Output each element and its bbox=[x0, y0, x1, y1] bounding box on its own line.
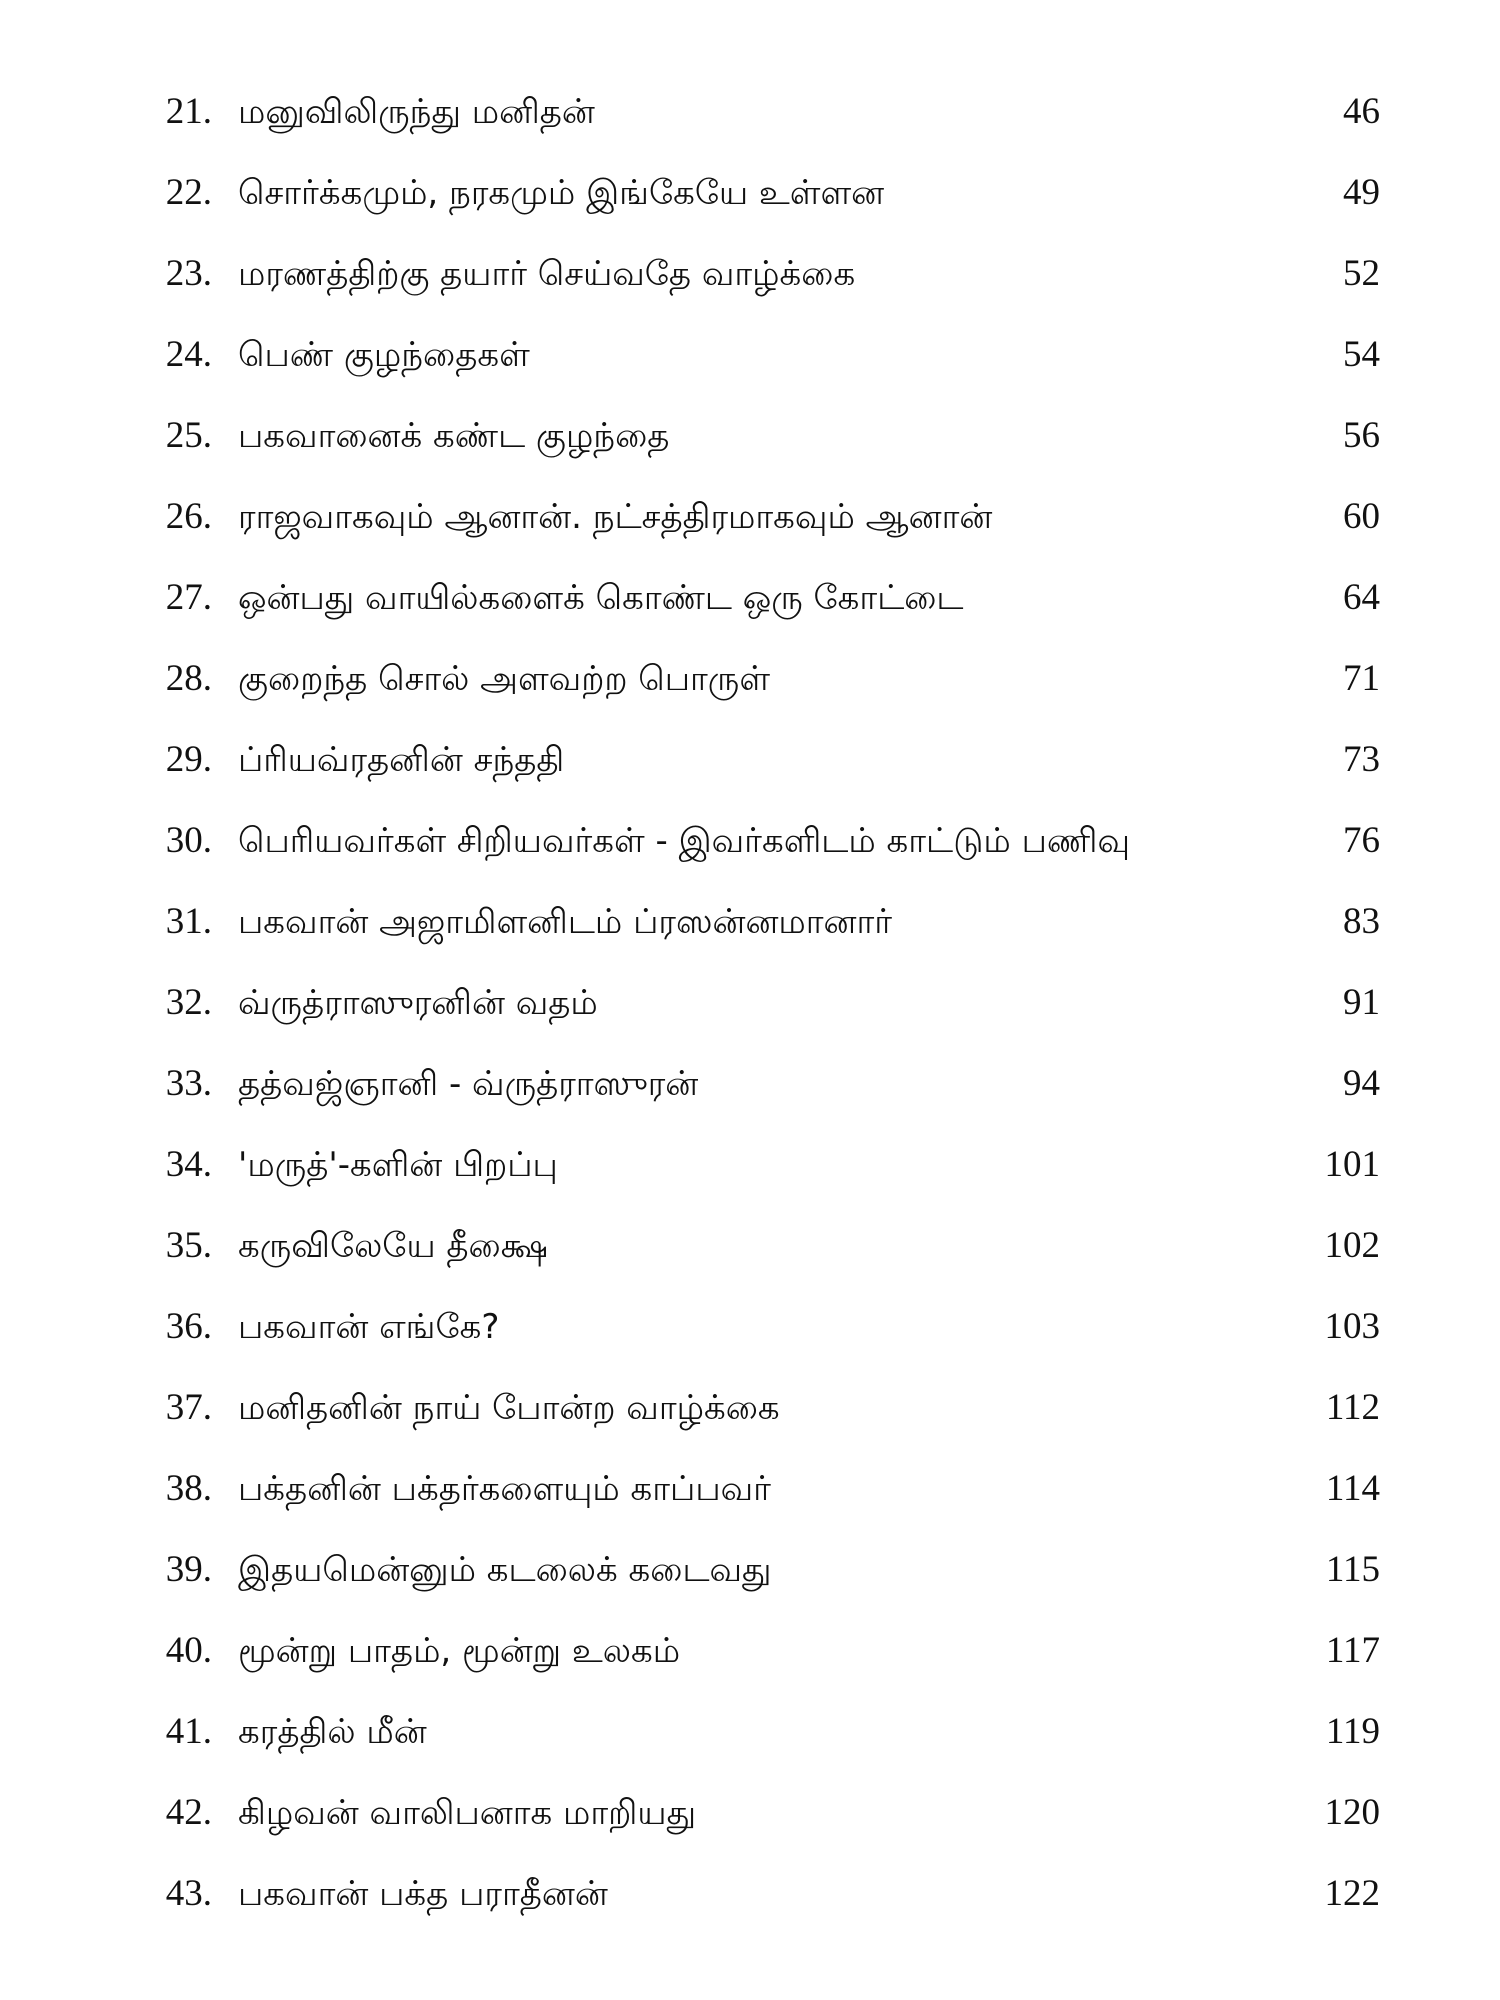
toc-entry bbox=[0, 979, 1500, 1060]
entry-page-number: 94 bbox=[1343, 1063, 1380, 1104]
toc-entry bbox=[0, 1708, 1500, 1789]
toc-entry bbox=[0, 898, 1500, 979]
toc-entry bbox=[0, 1060, 1500, 1141]
toc-entry bbox=[0, 1627, 1500, 1708]
entry-title: மனிதனின் நாய் போன்ற வாழ்க்கை bbox=[238, 1388, 780, 1428]
entry-title: பகவானைக் கண்ட குழந்தை bbox=[238, 416, 670, 456]
toc-entry bbox=[0, 250, 1500, 331]
entry-page-number: 52 bbox=[1343, 253, 1380, 294]
entry-title: ப்ரியவ்ரதனின் சந்ததி bbox=[238, 740, 565, 780]
toc-entry bbox=[0, 817, 1500, 898]
entry-number: 25. bbox=[165, 415, 212, 456]
entry-page-number: 114 bbox=[1325, 1468, 1380, 1509]
entry-title: ராஜவாகவும் ஆனான். நட்சத்திரமாகவும் ஆனான் bbox=[238, 497, 993, 537]
entry-title: வ்ருத்ராஸுரனின் வதம் bbox=[238, 983, 598, 1023]
entry-number: 29. bbox=[165, 739, 212, 780]
toc-entry bbox=[0, 736, 1500, 817]
entry-title: 'மருத்'-களின் பிறப்பு bbox=[238, 1145, 558, 1185]
entry-page-number: 49 bbox=[1343, 172, 1380, 213]
entry-page-number: 73 bbox=[1343, 739, 1380, 780]
entry-page-number: 91 bbox=[1343, 982, 1380, 1023]
entry-title: கருவிலேயே தீக்ஷை bbox=[238, 1226, 548, 1266]
entry-title: இதயமென்னும் கடலைக் கடைவது bbox=[238, 1550, 772, 1590]
entry-title: மூன்று பாதம், மூன்று உலகம் bbox=[238, 1631, 681, 1671]
entry-page-number: 56 bbox=[1343, 415, 1380, 456]
entry-number: 33. bbox=[165, 1063, 212, 1104]
entry-title: சொர்க்கமும், நரகமும் இங்கேயே உள்ளன bbox=[238, 173, 885, 213]
toc-entry bbox=[0, 655, 1500, 736]
toc-entry bbox=[0, 412, 1500, 493]
entry-number: 30. bbox=[165, 820, 212, 861]
entry-number: 24. bbox=[165, 334, 212, 375]
entry-number: 28. bbox=[165, 658, 212, 699]
toc-entry bbox=[0, 169, 1500, 250]
entry-number: 42. bbox=[165, 1792, 212, 1833]
entry-page-number: 46 bbox=[1343, 91, 1380, 132]
toc-entry bbox=[0, 1303, 1500, 1384]
entry-title: பெரியவர்கள் சிறியவர்கள் - இவர்களிடம் காட்டும் பணிவு bbox=[238, 821, 1131, 861]
entry-title: கரத்தில் மீன் bbox=[238, 1712, 427, 1752]
entry-number: 43. bbox=[165, 1873, 212, 1914]
entry-page-number: 119 bbox=[1325, 1711, 1380, 1752]
entry-title: மரணத்திற்கு தயார் செய்வதே வாழ்க்கை bbox=[238, 254, 856, 294]
entry-number: 39. bbox=[165, 1549, 212, 1590]
entry-page-number: 60 bbox=[1343, 496, 1380, 537]
entry-number: 23. bbox=[165, 253, 212, 294]
toc-entry bbox=[0, 493, 1500, 574]
entry-number: 26. bbox=[165, 496, 212, 537]
entry-number: 32. bbox=[165, 982, 212, 1023]
entry-number: 35. bbox=[165, 1225, 212, 1266]
entry-page-number: 115 bbox=[1325, 1549, 1380, 1590]
entry-number: 22. bbox=[165, 172, 212, 213]
entry-page-number: 103 bbox=[1324, 1306, 1380, 1347]
toc-entry bbox=[0, 1870, 1500, 1951]
entry-page-number: 71 bbox=[1343, 658, 1380, 699]
toc-entry bbox=[0, 1546, 1500, 1627]
entry-number: 21. bbox=[165, 91, 212, 132]
table-of-contents bbox=[0, 88, 1500, 1951]
entry-page-number: 76 bbox=[1343, 820, 1380, 861]
entry-title: பகவான் பக்த பராதீனன் bbox=[238, 1874, 608, 1914]
toc-entry bbox=[0, 1789, 1500, 1870]
entry-page-number: 120 bbox=[1324, 1792, 1380, 1833]
entry-number: 37. bbox=[165, 1387, 212, 1428]
entry-page-number: 112 bbox=[1325, 1387, 1380, 1428]
entry-number: 34. bbox=[165, 1144, 212, 1185]
entry-title: பகவான் அஜாமிளனிடம் ப்ரஸன்னமானார் bbox=[238, 902, 893, 942]
entry-number: 36. bbox=[165, 1306, 212, 1347]
entry-number: 41. bbox=[165, 1711, 212, 1752]
entry-page-number: 117 bbox=[1325, 1630, 1380, 1671]
entry-number: 27. bbox=[165, 577, 212, 618]
entry-title: பகவான் எங்கே? bbox=[238, 1307, 500, 1347]
toc-entry bbox=[0, 331, 1500, 412]
entry-page-number: 101 bbox=[1324, 1144, 1380, 1185]
entry-title: பக்தனின் பக்தர்களையும் காப்பவர் bbox=[238, 1469, 771, 1509]
entry-title: பெண் குழந்தைகள் bbox=[238, 335, 530, 375]
entry-page-number: 102 bbox=[1324, 1225, 1380, 1266]
entry-page-number: 64 bbox=[1343, 577, 1380, 618]
entry-page-number: 122 bbox=[1324, 1873, 1380, 1914]
entry-title: மனுவிலிருந்து மனிதன் bbox=[238, 92, 595, 132]
toc-entry bbox=[0, 574, 1500, 655]
entry-number: 38. bbox=[165, 1468, 212, 1509]
entry-page-number: 54 bbox=[1343, 334, 1380, 375]
entry-number: 31. bbox=[165, 901, 212, 942]
toc-entry bbox=[0, 1141, 1500, 1222]
entry-number: 40. bbox=[165, 1630, 212, 1671]
entry-title: கிழவன் வாலிபனாக மாறியது bbox=[238, 1793, 697, 1833]
toc-entry bbox=[0, 1465, 1500, 1546]
toc-entry bbox=[0, 88, 1500, 169]
toc-entry bbox=[0, 1384, 1500, 1465]
toc-entry bbox=[0, 1222, 1500, 1303]
entry-title: தத்வஜ்ஞானி - வ்ருத்ராஸுரன் bbox=[238, 1064, 699, 1104]
entry-title: ஒன்பது வாயில்களைக் கொண்ட ஒரு கோட்டை bbox=[238, 578, 964, 618]
entry-title: குறைந்த சொல் அளவற்ற பொருள் bbox=[238, 659, 770, 699]
entry-page-number: 83 bbox=[1343, 901, 1380, 942]
